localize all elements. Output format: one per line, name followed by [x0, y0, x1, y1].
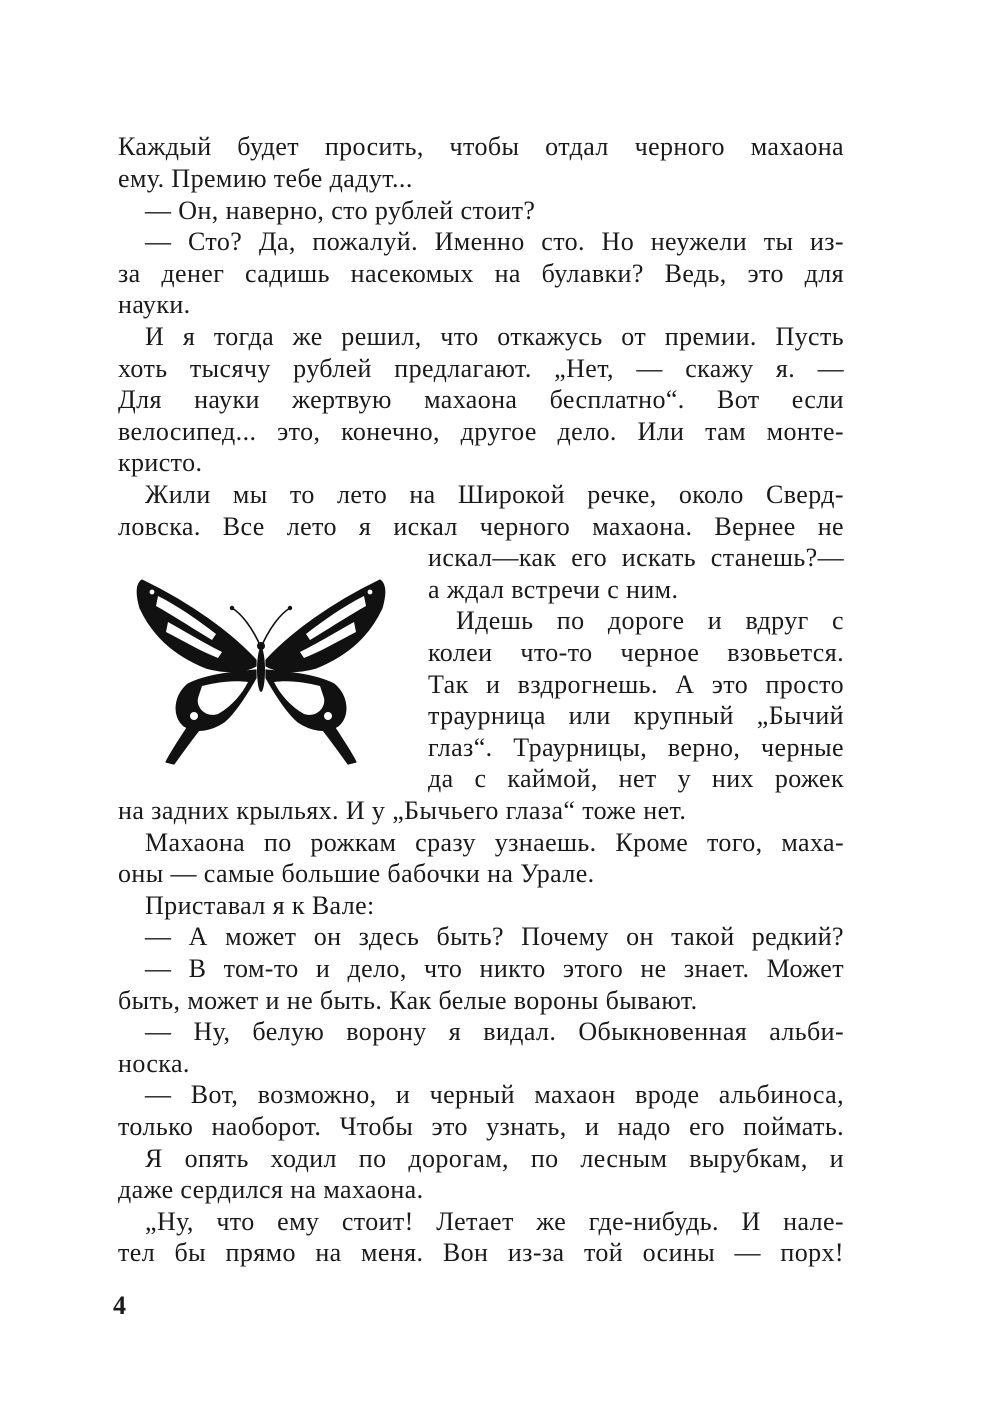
text-line: — Вот, возможно, и черный махаон вроде альбиноса,	[145, 1080, 844, 1109]
swallowtail-butterfly-icon	[132, 574, 390, 766]
text-line: Я опять ходил по дорогам, по лесным вырубкам, и	[145, 1144, 844, 1173]
text-line: Жили мы то лето на Широкой речке, около Сверд-	[145, 480, 844, 509]
text-line: „Ну, что ему стоит! Летает же где-нибудь. И нале-	[145, 1207, 844, 1236]
text-line: на задних крыльях. И у „Бычьего глаза“ тоже нет.	[118, 796, 687, 825]
text-line: глаз“. Траурницы, верно, черные	[428, 733, 844, 762]
text-line: носка.	[118, 1049, 190, 1078]
text-line: Так и вздрогнешь. А это просто	[428, 670, 844, 699]
text-line: только наоборот. Чтобы это узнать, и надо его поймать.	[118, 1112, 844, 1141]
text-line: И я тогда же решил, что откажусь от премии. Пусть	[145, 322, 844, 351]
text-line: быть, может и не быть. Как белые вороны бывают.	[118, 986, 698, 1015]
text-line: велосипед... это, конечно, другое дело. Или там монте-	[118, 417, 844, 446]
page-number: 4	[113, 1291, 126, 1320]
text-line: Каждый будет просить, чтобы отдал черного махаона	[118, 132, 844, 161]
text-line: оны — самые большие бабочки на Урале.	[118, 859, 595, 888]
text-line: Идешь по дороге и вдруг с	[456, 606, 844, 635]
text-line: да с каймой, нет у них рожек	[428, 764, 844, 793]
text-line: — Он, наверно, сто рублей стоит?	[145, 196, 536, 225]
text-line: — Сто? Да, пожалуй. Именно сто. Но неужели ты из-	[145, 227, 844, 256]
text-line: — А может он здесь быть? Почему он такой редкий?	[145, 922, 844, 951]
text-line: колеи что-то черное взовьется.	[428, 638, 844, 667]
text-line: науки.	[118, 290, 191, 319]
text-line: ему. Премию тебе дадут...	[118, 164, 413, 193]
text-line: Приставал я к Вале:	[145, 891, 375, 920]
text-line: Для науки жертвую махаона бесплатно“. Вот если	[118, 385, 844, 414]
text-line: тел бы прямо на меня. Вон из-за той осины — порх!	[118, 1238, 844, 1267]
text-line: хоть тысячу рублей предлагают. „Нет, — скажу я. —	[118, 354, 844, 383]
text-line: — Ну, белую ворону я видал. Обыкновенная альби-	[145, 1017, 844, 1046]
text-line: траурница или крупный „Бычий	[428, 701, 844, 730]
text-line: за денег садишь насекомых на булавки? Ведь, это для	[118, 259, 844, 288]
text-line: — В том-то и дело, что никто этого не знает. Может	[145, 954, 844, 983]
text-line: ловска. Все лето я искал черного махаона. Вернее не	[118, 512, 844, 541]
text-line: кристо.	[118, 448, 203, 477]
text-line: искал—как его искать станешь?—	[428, 543, 844, 572]
text-line: даже сердился на махаона.	[118, 1175, 424, 1204]
text-line: а ждал встречи с ним.	[428, 575, 679, 604]
text-line: Махаона по рожкам сразу узнаешь. Кроме того, маха-	[145, 828, 844, 857]
